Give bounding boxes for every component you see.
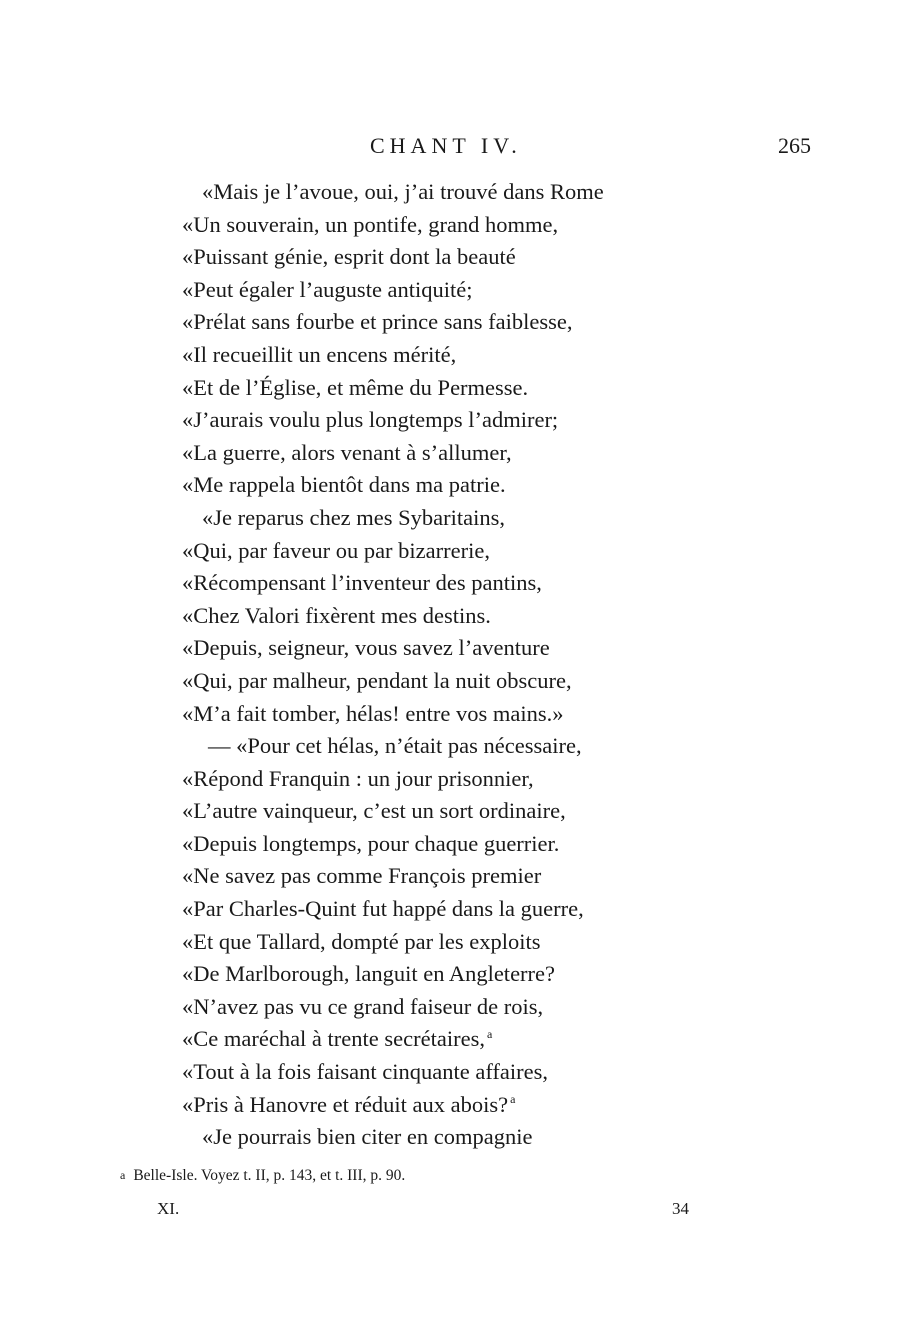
verse-line	[0, 795, 900, 828]
verse-line	[0, 860, 900, 893]
verse-line	[0, 698, 900, 731]
verse-line-text: «N’avez pas vu ce grand faiseur de rois,	[182, 993, 544, 1019]
sheet-number: 34	[672, 1199, 689, 1218]
verse-line	[0, 828, 900, 861]
verse-line	[0, 469, 900, 502]
verse-line	[0, 306, 900, 339]
signature-mark: XI.	[157, 1199, 180, 1218]
verse-line-text: «L’autre vainqueur, c’est un sort ordinaire,	[182, 798, 566, 824]
verse-line-text: «Et que Tallard, dompté par les exploits	[182, 928, 541, 954]
footnote-reference: a	[486, 1026, 493, 1041]
verse-line-text: «Ne savez pas comme François premier	[182, 863, 542, 889]
verse-body	[0, 176, 900, 1154]
verse-line	[0, 372, 900, 405]
verse-line-text: «Depuis, seigneur, vous savez l’aventure	[182, 635, 550, 661]
verse-line	[0, 176, 900, 209]
verse-line-text: «Pris à Hanovre et réduit aux abois?	[182, 1091, 509, 1117]
verse-line-text: «La guerre, alors venant à s’allumer,	[182, 439, 512, 465]
verse-line-text: «Je reparus chez mes Sybaritains,	[202, 504, 506, 530]
verse-line	[0, 893, 900, 926]
verse-line-text: «Et de l’Église, et même du Permesse.	[182, 374, 529, 400]
running-head	[0, 133, 900, 163]
verse-line-text: — «Pour cet hélas, n’était pas nécessaire,	[208, 733, 582, 759]
verse-line-text: «Qui, par faveur ou par bizarrerie,	[182, 537, 490, 563]
chapter-title: CHANT IV.	[370, 133, 522, 158]
verse-line	[0, 567, 900, 600]
verse-line-text: «Depuis longtemps, pour chaque guerrier.	[182, 830, 560, 856]
verse-line	[0, 665, 900, 698]
verse-line-text: «Puissant génie, esprit dont la beauté	[182, 244, 516, 270]
verse-line-text: «Récompensant l’inventeur des pantins,	[182, 570, 542, 596]
verse-line	[0, 437, 900, 470]
verse-line	[0, 404, 900, 437]
verse-line	[0, 600, 900, 633]
verse-line-text: «Un souverain, un pontife, grand homme,	[182, 211, 559, 237]
footnote-reference: a	[510, 1092, 516, 1107]
verse-line	[0, 502, 900, 535]
verse-line-text: «Répond Franquin : un jour prisonnier,	[182, 765, 534, 791]
footnote-text: Belle-Isle. Voyez t. II, p. 143, et t. III, p. 90.	[133, 1167, 406, 1184]
verse-line	[0, 763, 900, 796]
verse-line	[0, 991, 900, 1024]
verse-line	[0, 274, 900, 307]
verse-line	[0, 241, 900, 274]
verse-line	[0, 339, 900, 372]
verse-line-text: «De Marlborough, languit en Angleterre?	[182, 961, 556, 987]
verse-line	[0, 730, 900, 763]
verse-line	[0, 958, 900, 991]
verse-line-text: «J’aurais voulu plus longtemps l’admirer;	[182, 407, 559, 433]
verse-line-text: «Il recueillit un encens mérité,	[182, 341, 457, 367]
verse-line-text: «Peut égaler l’auguste antiquité;	[182, 276, 473, 302]
verse-line-text: «Je pourrais bien citer en compagnie	[202, 1124, 533, 1150]
verse-line	[0, 632, 900, 665]
verse-line-text: «Par Charles-Quint fut happé dans la guerre,	[182, 896, 584, 922]
verse-line	[0, 1121, 900, 1154]
verse-line-text: «Ce maréchal à trente secrétaires,	[182, 1026, 485, 1052]
verse-line-text: «Chez Valori fixèrent mes destins.	[182, 602, 491, 628]
verse-line-text: «Tout à la fois faisant cinquante affaires,	[182, 1059, 548, 1085]
verse-line	[0, 1023, 900, 1056]
verse-line-text: «Prélat sans fourbe et prince sans faiblesse,	[182, 309, 573, 335]
footnote	[120, 1167, 405, 1185]
page-number: 265	[778, 133, 811, 158]
verse-line	[0, 926, 900, 959]
footnote-mark: a	[120, 1168, 126, 1182]
verse-line-text: «Me rappela bientôt dans ma patrie.	[182, 472, 506, 498]
verse-line-text: «M’a fait tomber, hélas! entre vos mains.»	[182, 700, 564, 726]
verse-line	[0, 1089, 900, 1122]
verse-line	[0, 1056, 900, 1089]
verse-line	[0, 209, 900, 242]
verse-line	[0, 535, 900, 568]
verse-line-text: «Qui, par malheur, pendant la nuit obscure,	[182, 667, 572, 693]
verse-line-text: «Mais je l’avoue, oui, j’ai trouvé dans Rome	[202, 179, 604, 204]
